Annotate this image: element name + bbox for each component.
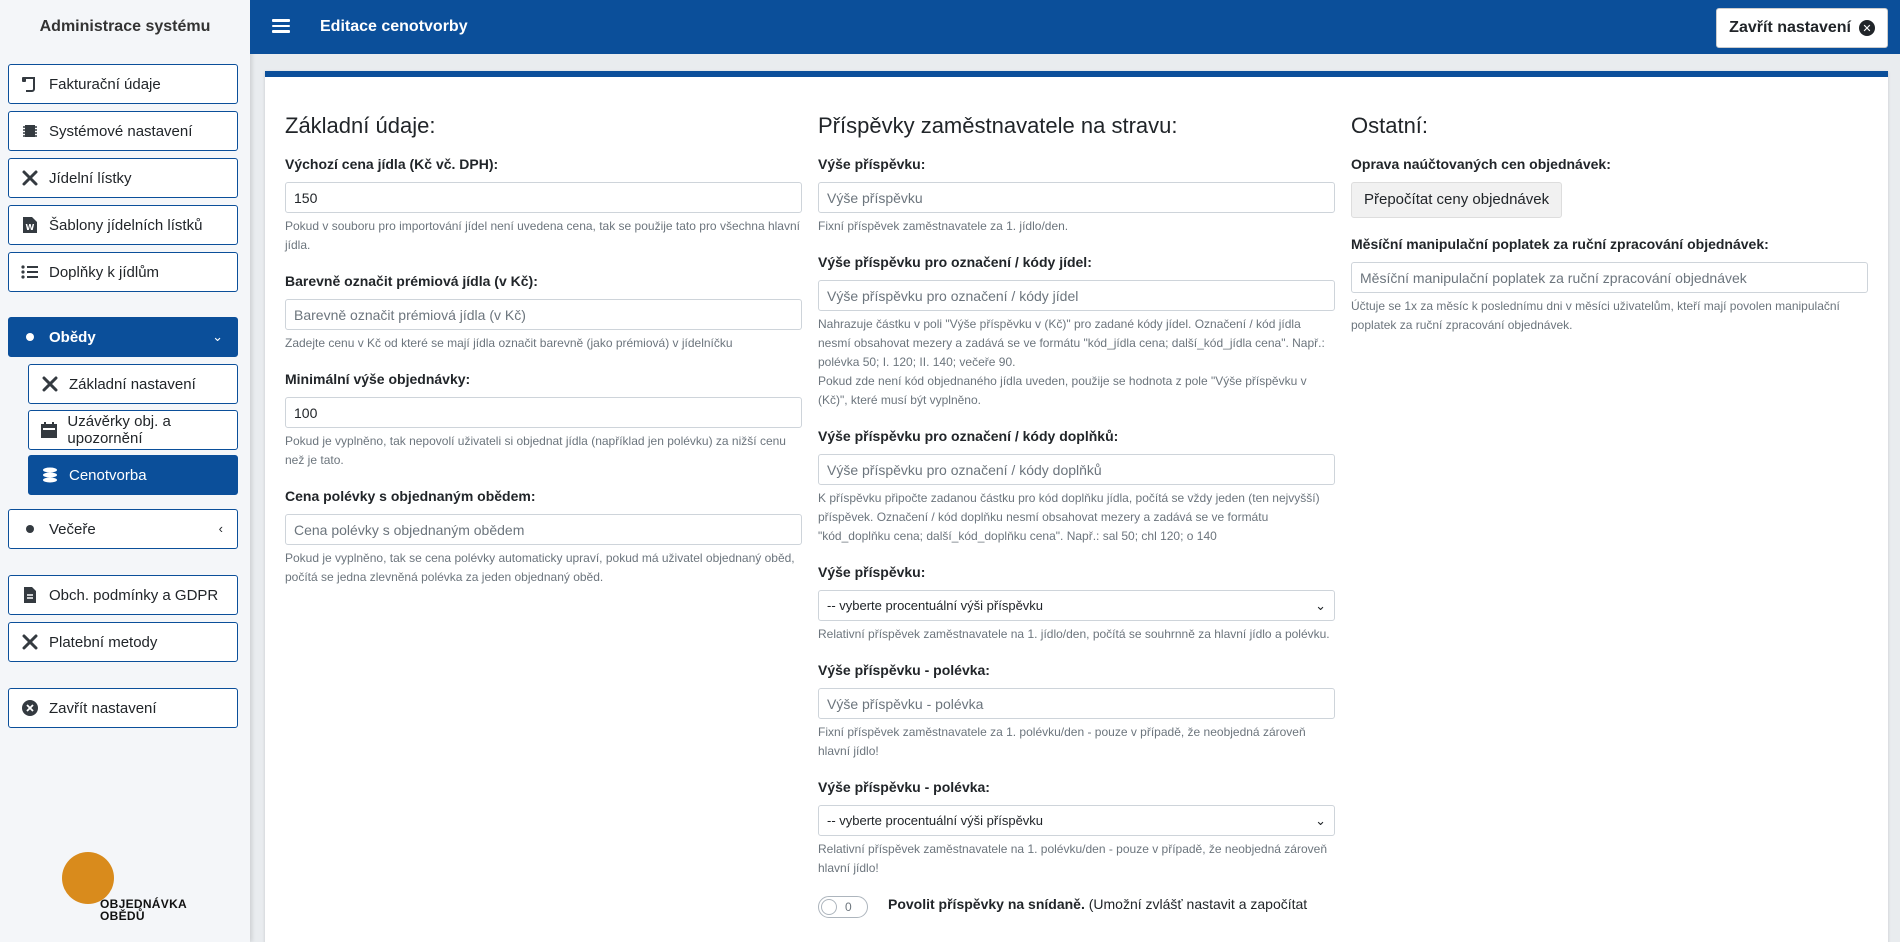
sidebar-item-uzaverky[interactable] xyxy=(28,410,238,450)
help-text: Pokud zde není kód objednaného jídla uveden, použije se hodnota z pole "Výše příspěvku v (Kč)", které musí být vyplněno. xyxy=(818,374,1307,407)
close-settings-button[interactable]: Zavřít nastavení ✕ xyxy=(1716,8,1888,48)
default-price-group xyxy=(285,156,802,255)
sidebar-item-label: Večeře xyxy=(49,520,96,538)
svg-text:W: W xyxy=(25,223,35,232)
amount-group xyxy=(818,156,1335,236)
sidebar-item-label: Obch. podmínky a GDPR xyxy=(49,586,219,604)
help-text: Zadejte cenu v Kč od které se mají jídla označit barevně (jako prémiová) v jídelníčku xyxy=(285,336,733,350)
contribution-percent-select[interactable]: -- vyberte procentuální výši příspěvku ⌄ xyxy=(818,590,1335,621)
sidebar-item-label: Obědy xyxy=(49,328,96,346)
dot-icon xyxy=(19,326,41,348)
default-price-input[interactable]: 150 xyxy=(285,182,802,213)
soup-contribution-percent-select[interactable]: -- vyberte procentuální výši příspěvku ⌄ xyxy=(818,805,1335,836)
sidebar-item-zavrit[interactable] xyxy=(8,688,238,728)
help-text: Nahrazuje částku v poli "Výše příspěvku v (Kč)" pro zadané kódy jídel. Označení / kód jídla nesmí obsahovat mezery a zadává se ve formátu "kód_jídla cena; další_kód_jídla cena". Např.: polévka 50; I. 120; II. 140; večeře 90. xyxy=(818,317,1325,369)
soup-price-input[interactable]: Cena polévky s objednaným obědem xyxy=(285,514,802,545)
fee-group xyxy=(1351,236,1868,335)
close-icon: ✕ xyxy=(1859,20,1875,36)
sidebar-item-platebni-metody[interactable] xyxy=(8,622,238,662)
sidebar-item-sablony[interactable] xyxy=(8,205,238,245)
coins-icon xyxy=(39,464,61,486)
help-text: Účtuje se 1x za měsíc k poslednímu dni v měsíci uživatelům, kteří mají povolen manipulační poplatek za ruční zpracování objednávek. xyxy=(1351,299,1840,332)
sidebar-item-fakturacni-udaje[interactable] xyxy=(8,64,238,104)
chevron-down-icon: ⌄ xyxy=(212,329,223,344)
sidebar-item-gdpr[interactable] xyxy=(8,575,238,615)
recalc-group xyxy=(1351,156,1868,218)
breakfast-toggle[interactable]: 0 xyxy=(818,896,868,918)
close-circle-icon xyxy=(19,697,41,719)
sidebar-item-obedy[interactable] xyxy=(8,317,238,357)
select-arrow-icon: ⌄ xyxy=(1315,812,1326,828)
contribution-by-code-input[interactable]: Výše příspěvku pro označení / kódy jídel xyxy=(818,280,1335,311)
help-text: Relativní příspěvek zaměstnavatele na 1. polévku/den - pouze v případě, že neobjedná zároveň hlavní jídlo! xyxy=(818,842,1327,875)
sidebar-item-label: Platební metody xyxy=(49,633,158,651)
dot-icon xyxy=(19,518,41,540)
field-label: Měsíční manipulační poplatek za ruční zpracování objednávek: xyxy=(1351,236,1769,252)
field-label: Výchozí cena jídla (Kč vč. DPH): xyxy=(285,156,499,172)
breakfast-toggle-row xyxy=(818,896,1335,918)
file-icon xyxy=(19,584,41,606)
sidebar-item-label: Systémové nastavení xyxy=(49,122,193,140)
logo-text: OBJEDNÁVKA OBĚDŮ xyxy=(100,897,188,923)
field-label: Barevně označit prémiová jídla (v Kč): xyxy=(285,273,538,289)
help-text: K příspěvku připočte zadanou částku pro kód doplňku jídla, počítá se vždy jeden (ten nejvyšší) příspěvek. Označení / kód doplňku nesmí obsahovat mezery a zadává se ve formátu "kód_doplňku cena; další_kód_doplňku cena". Např.: sal 50; chl 120; o 140 xyxy=(818,491,1320,543)
word-file-icon xyxy=(19,214,41,236)
top-bar xyxy=(250,0,1900,54)
scroll-icon xyxy=(19,73,41,95)
sidebar-item-label: Fakturační údaje xyxy=(49,75,161,93)
section-heading: Příspěvky zaměstnavatele na stravu: xyxy=(818,113,1178,138)
tools-icon xyxy=(19,631,41,653)
select-arrow-icon: ⌄ xyxy=(1315,597,1326,613)
field-label: Minimální výše objednávky: xyxy=(285,371,471,387)
page-title: Editace cenotvorby xyxy=(320,18,468,35)
field-label: Cena polévky s objednaným obědem: xyxy=(285,488,536,504)
sidebar-item-label: Šablony jídelních lístků xyxy=(49,216,203,234)
basic-section xyxy=(285,113,802,605)
sidebar-item-cenotvorba[interactable] xyxy=(28,455,238,495)
sidebar-item-systemove-nastaveni[interactable] xyxy=(8,111,238,151)
pricing-card xyxy=(265,71,1888,942)
min-order-input[interactable]: 100 xyxy=(285,397,802,428)
premium-group xyxy=(285,273,802,353)
help-text: Pokud v souboru pro importování jídel není uvedena cena, tak se použije tato pro všechna hlavní jídla. xyxy=(285,219,800,252)
sidebar-item-label: Cenotvorba xyxy=(69,466,147,484)
contribution-by-addon-input[interactable]: Výše příspěvku pro označení / kódy doplňků xyxy=(818,454,1335,485)
section-heading: Základní údaje: xyxy=(285,113,436,138)
field-label: Výše příspěvku: xyxy=(818,156,926,172)
help-text: Relativní příspěvek zaměstnavatele na 1. jídlo/den, počítá se souhrnně za hlavní jídlo a polévku. xyxy=(818,627,1330,641)
breakfast-toggle-label: Povolit příspěvky na snídaně. (Umožní zvlášť nastavit a započítat xyxy=(888,896,1308,912)
by-addon-group xyxy=(818,428,1335,546)
by-code-group xyxy=(818,254,1335,410)
sidebar-item-label: Zavřít nastavení xyxy=(49,699,157,717)
sidebar-item-doplnky[interactable] xyxy=(8,252,238,292)
help-text: Pokud je vyplněno, tak nepovolí uživateli si objednat jídla (například jen polévku) za nižší cenu než je tato. xyxy=(285,434,786,467)
menu-toggle-icon[interactable] xyxy=(272,16,290,38)
logo xyxy=(60,852,200,932)
field-label: Výše příspěvku pro označení / kódy doplňků: xyxy=(818,428,1119,444)
help-text: Pokud je vyplněno, tak se cena polévky automaticky upraví, pokud má uživatel objednaný oběd, počítá se jedna zlevněná polévka za jeden objednaný oběd. xyxy=(285,551,795,584)
sidebar-item-label: Jídelní lístky xyxy=(49,169,132,187)
chip-icon xyxy=(19,120,41,142)
sidebar-item-label: Uzávěrky obj. a upozornění xyxy=(67,413,171,447)
min-order-group xyxy=(285,371,802,470)
premium-price-input[interactable]: Barevně označit prémiová jídla (v Kč) xyxy=(285,299,802,330)
soup-fixed-group xyxy=(818,662,1335,761)
tools-icon xyxy=(19,167,41,189)
field-label: Výše příspěvku: xyxy=(818,564,926,580)
list-icon xyxy=(19,261,41,283)
sidebar-item-jidelni-listky[interactable] xyxy=(8,158,238,198)
sidebar xyxy=(0,0,250,942)
monthly-fee-input[interactable]: Měsíční manipulační poplatek za ruční zpracování objednávek xyxy=(1351,262,1868,293)
recalculate-prices-button[interactable]: Přepočítat ceny objednávek xyxy=(1351,182,1562,218)
help-text: Fixní příspěvek zaměstnavatele za 1. jídlo/den. xyxy=(818,219,1069,233)
chevron-left-icon: ‹ xyxy=(218,521,223,536)
field-label: Výše příspěvku - polévka: xyxy=(818,779,990,795)
sidebar-item-label: Doplňky k jídlům xyxy=(49,263,160,281)
field-label: Oprava naúčtovaných cen objednávek: xyxy=(1351,156,1611,172)
contribution-amount-input[interactable]: Výše příspěvku xyxy=(818,182,1335,213)
calendar-icon xyxy=(39,419,59,441)
soup-price-group xyxy=(285,488,802,587)
other-section xyxy=(1351,113,1868,353)
field-label: Výše příspěvku pro označení / kódy jídel: xyxy=(818,254,1092,270)
contribution-section xyxy=(818,113,1335,918)
help-text: Fixní příspěvek zaměstnavatele za 1. polévku/den - pouze v případě, že neobjedná zároveň hlavní jídlo! xyxy=(818,725,1306,758)
sidebar-item-vecere[interactable] xyxy=(8,509,238,549)
percent-group xyxy=(818,564,1335,644)
section-heading: Ostatní: xyxy=(1351,113,1429,138)
field-label: Výše příspěvku - polévka: xyxy=(818,662,990,678)
soup-percent-group xyxy=(818,779,1335,878)
sidebar-item-zakladni-nastaveni[interactable] xyxy=(28,364,238,404)
sidebar-item-label: Základní nastavení xyxy=(69,375,196,393)
tools-icon xyxy=(39,373,61,395)
soup-contribution-input[interactable]: Výše příspěvku - polévka xyxy=(818,688,1335,719)
sidebar-title: Administrace systému xyxy=(39,18,211,35)
